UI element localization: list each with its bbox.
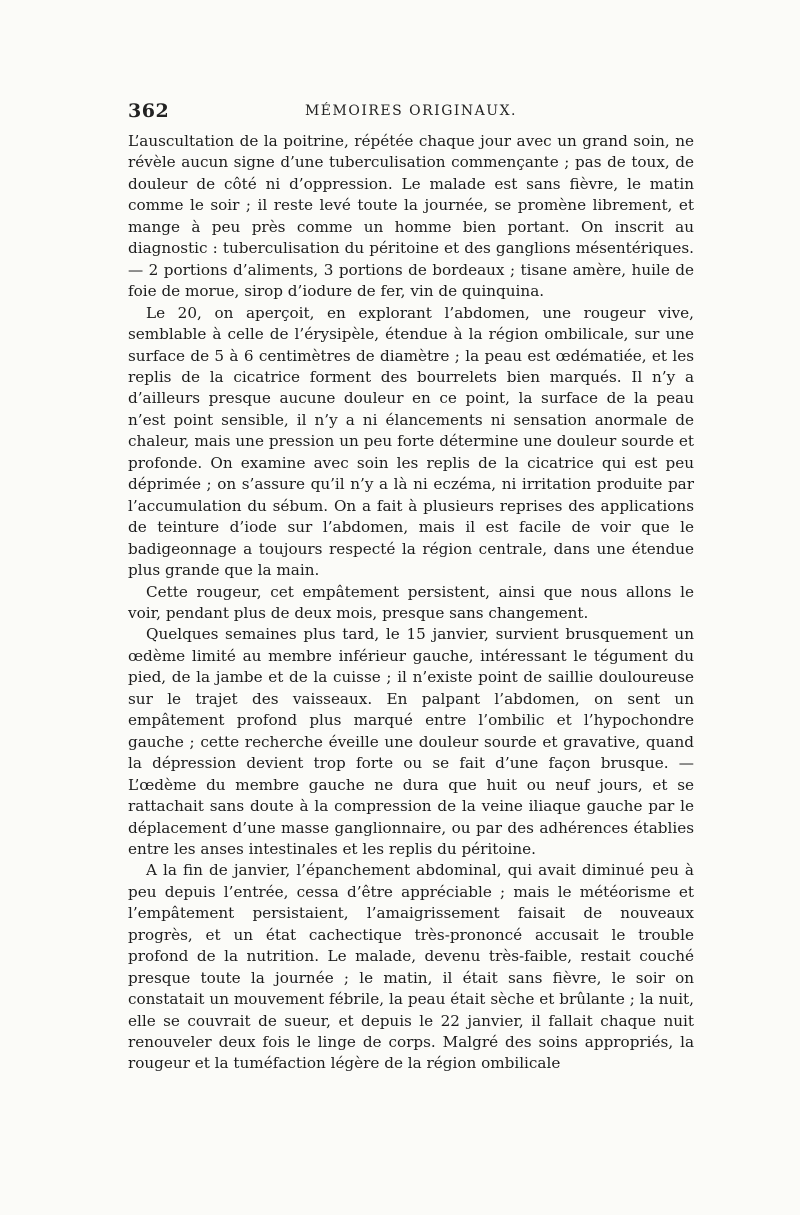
paragraph-fin-janvier: A la fin de janvier, l’épanchement abdominal, qui avait diminué peu à peu depuis l’entrée, cessa d’être appréciable ; mais le météorisme et l’empâtement persistaient, l’amaigrissement faisait de nouveaux progrès, et un état cachectique très-prononcé accusait le trouble profond de la nutrition. Le malade, devenu très-faible, restait couché presque toute la journée ; le matin, il était sans fièvre, le soir on constatait un mouvement fébrile, la peau était sèche et brûlante ; la nuit, elle se couvrait de sueur, et depuis le 22 janvier, il fallait chaque nuit renouveler deux fois le linge de corps. Malgré des soins appropriés, la rougeur et la tuméfaction légère de la région ombilicale (128, 861, 694, 1073)
paragraph-oedeme: Quelques semaines plus tard, le 15 janvier, survient brusquement un œdème limité au membre inférieur gauche, intéressant le tégument du pied, de la jambe et de la cuisse ; il n’existe point de saillie douloureuse sur le trajet des vaisseaux. En palpant l’abdomen, on sent un empâtement profond plus marqué entre l’ombilic et l’hypochondre gauche ; cette recherche éveille une douleur sourde et gravative, quand la dépression devient trop forte ou se fait d’une façon brusque. — L’œdème du membre gauche ne dura que huit ou neuf jours, et se rattachait sans doute à la compression de la veine iliaque gauche par le déplacement d’une masse ganglionnaire, ou par des adhérences établies entre les anses intestinales et les replis du péritoine. (128, 625, 694, 858)
paragraph-auscultation: L’auscultation de la poitrine, répétée chaque jour avec un grand soin, ne révèle aucun signe d’une tuberculisation commençante ; pas de toux, de douleur de côté ni d’oppression. Le malade est sans fièvre, le matin comme le soir ; il reste levé toute la journée, se promène librement, et mange à peu près comme un homme bien portant. On inscrit au diagnostic : tuberculisation du péritoine et des ganglions mésentériques. — 2 portions d’aliments, 3 portions de bordeaux ; tisane amère, huile de foie de morue, sirop d’iodure de fer, vin de quinquina. (128, 132, 694, 301)
running-title: MÉMOIRES ORIGINAUX. (304, 103, 518, 119)
page-number: 362 (128, 100, 170, 122)
paragraph-persistance: Cette rougeur, cet empâtement persistent, ainsi que nous allons le voir, pendant plus de deux mois, presque sans changement. (128, 582, 694, 622)
paragraph-rougeur-ombilicale: Le 20, on aperçoit, en explorant l’abdomen, une rougeur vive, semblable à celle de l’érysipèle, étendue à la région ombilicale, sur une surface de 5 à 6 centimètres de diamètre ; la peau est œdématiée, et les replis de la cicatrice forment des bourrelets bien marqués. Il n’y a d’ailleurs presque aucune douleur en ce point, la surface de la peau n’est point sensible, il n’y a ni élancements ni sensation anormale de chaleur, mais une pression un peu forte détermine une douleur sourde et profonde. On examine avec soin les replis de la cicatrice qui est peu déprimée ; on s’assure qu’il n’y a là ni eczéma, ni irritation produite par l’accumulation du sébum. On a fait à plusieurs reprises des applications de teinture d’iode sur l’abdomen, mais il est facile de voir que le badigeonnage a toujours respecté la région centrale, dans une étendue plus grande que la main. (128, 303, 694, 580)
body-text (128, 131, 694, 1075)
page-header (128, 100, 694, 126)
bleed-through-texture (128, 1152, 694, 1170)
